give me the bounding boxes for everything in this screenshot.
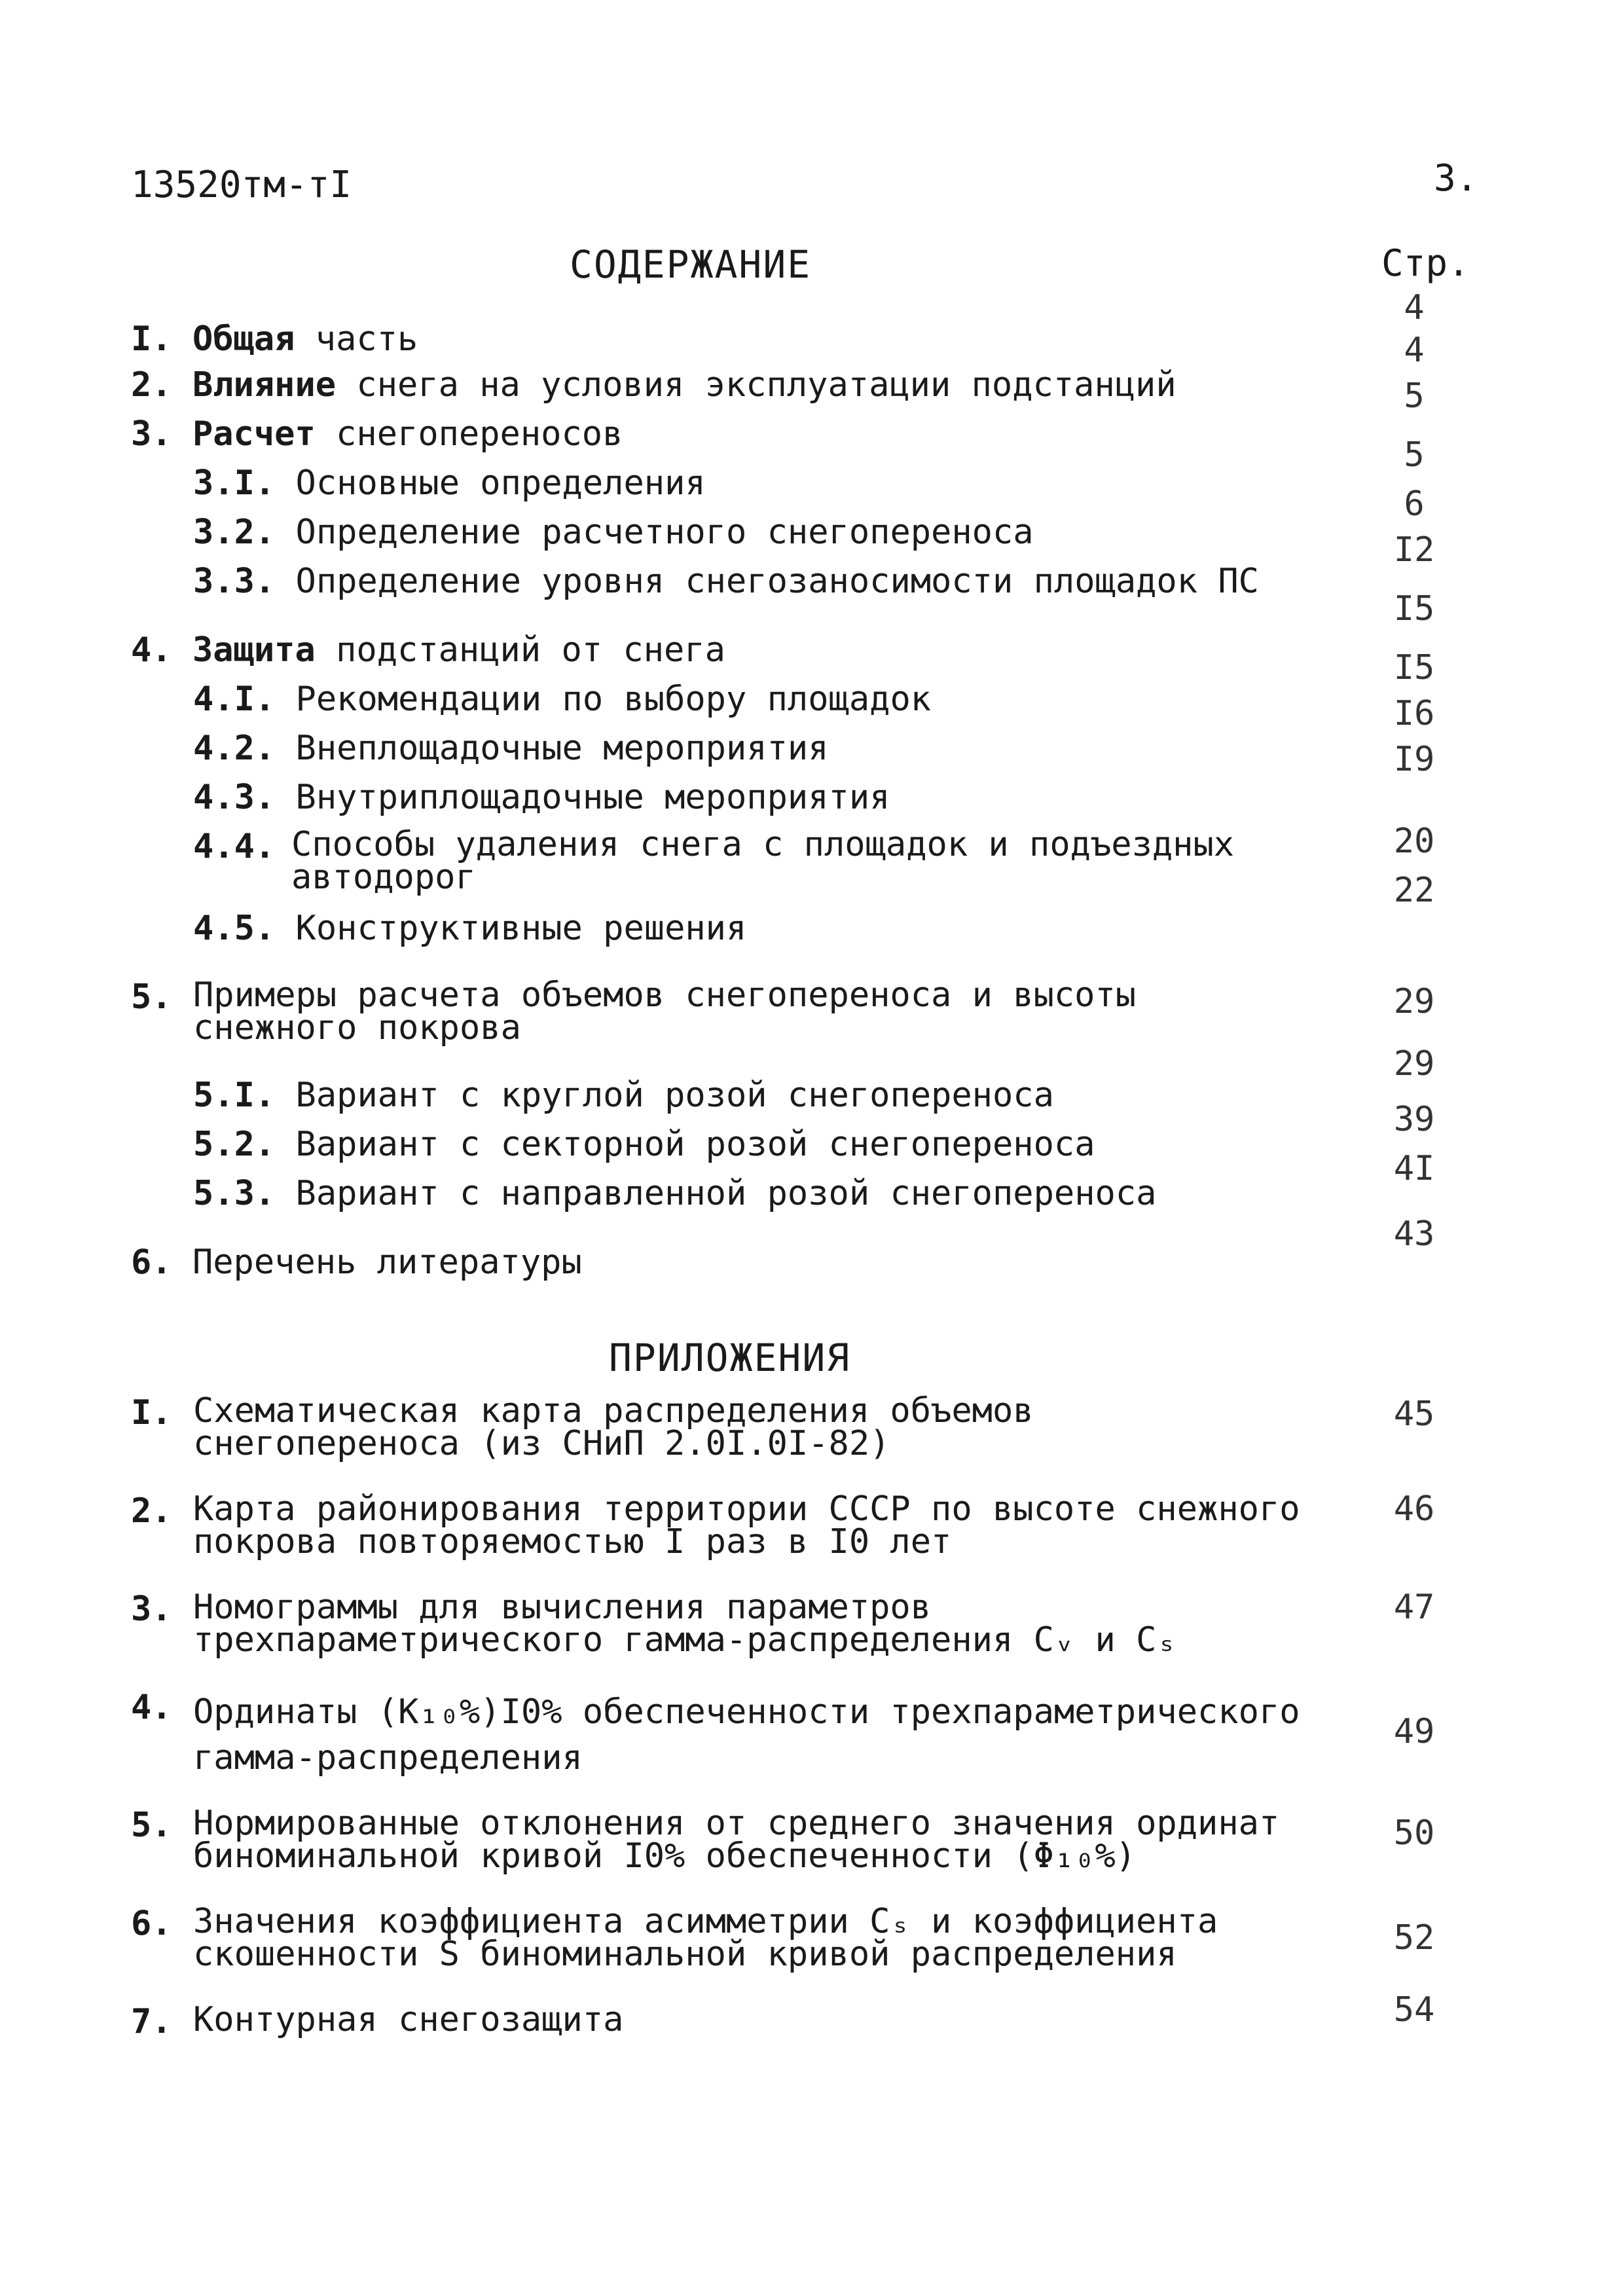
toc-entry-number: 2. <box>131 365 172 405</box>
appendix-entry-number: 4. <box>131 1688 172 1727</box>
appendices-title: ПРИЛОЖЕНИЯ <box>609 1336 851 1380</box>
appendix-entry-text: Нормированные отклонения от среднего значения ординат биноминальной кривой I0% обеспеченности (Φ₁₀%) <box>193 1804 1280 1876</box>
page-column-label: Стр. <box>1381 242 1470 285</box>
toc-page-number: 22 <box>1393 871 1435 910</box>
toc-entry-number: 4.2. <box>193 729 276 768</box>
appendix-entry <box>131 1391 1319 1463</box>
toc-entry-text: Внутриплощадочные мероприятия <box>295 778 890 817</box>
toc-entry <box>193 779 890 816</box>
toc-entry <box>131 975 1306 1048</box>
toc-entry-lead: Защита <box>192 630 316 670</box>
toc-entry-number: 3.I. <box>193 464 276 503</box>
toc-entry-number: 3.2. <box>193 513 276 552</box>
toc-page-number: 43 <box>1393 1214 1435 1254</box>
appendix-entry-number: 3. <box>131 1590 172 1629</box>
document-code: 13520тм-тI <box>131 164 352 206</box>
toc-entry-text: Вариант с направленной розой снегопереноса <box>295 1174 1157 1213</box>
toc-entry-lead: Расчет <box>192 414 316 454</box>
toc-entry-text: Перечень литературы <box>192 1243 582 1282</box>
toc-entry <box>193 681 931 718</box>
toc-entry <box>131 1244 582 1281</box>
toc-entry-number: 3. <box>131 414 172 454</box>
toc-entry <box>131 321 418 357</box>
appendix-entry-text: Схематическая карта распределения объемов снегопереноса (из СНиП 2.0I.0I-82) <box>193 1391 1034 1463</box>
appendix-page-number: 54 <box>1393 1990 1435 2030</box>
toc-entry-number: 6. <box>131 1243 172 1282</box>
toc-entry <box>193 563 1259 600</box>
toc-entry-text: Конструктивные решения <box>295 909 747 948</box>
toc-entry <box>193 825 1319 897</box>
toc-entry-text: подстанций от снега <box>315 630 725 670</box>
appendix-entry-text: Карта районирования территории СССР по высоте снежного покрова повторяемостью I раз в I0 лет <box>193 1489 1300 1561</box>
toc-page-number: 29 <box>1393 1044 1435 1084</box>
toc-entry-number: I. <box>131 319 172 359</box>
page-number: 3. <box>1434 157 1478 200</box>
toc-entry-text: часть <box>295 319 418 359</box>
appendix-entry <box>131 2000 1319 2041</box>
appendix-page-number: 49 <box>1393 1712 1435 1751</box>
toc-entry <box>193 910 746 947</box>
toc-page-number: 20 <box>1393 822 1435 861</box>
appendix-entry-text: Контурная снегозащита <box>193 2000 624 2039</box>
toc-entry <box>131 632 725 668</box>
toc-page-number: I5 <box>1393 589 1435 629</box>
toc-entry-number: 4. <box>131 630 172 670</box>
toc-entry-number: 4.5. <box>193 909 276 948</box>
toc-entry-text: Вариант с круглой розой снегопереноса <box>295 1076 1054 1115</box>
toc-page-number: 39 <box>1393 1100 1435 1139</box>
toc-entry <box>193 1077 1054 1114</box>
toc-entry-text: снега на условия эксплуатации подстанций <box>336 365 1176 405</box>
toc-entry-lead: Общая <box>192 319 295 359</box>
toc-page-number: 4I <box>1393 1149 1435 1188</box>
appendix-entry <box>131 1689 1319 1781</box>
toc-page-number: 4 <box>1404 288 1425 327</box>
toc-entry-number: 5. <box>131 977 172 1017</box>
toc-entry-text: Внеплощадочные мероприятия <box>295 729 829 768</box>
appendix-entry <box>131 1489 1319 1561</box>
appendix-entry-text: Значения коэффициента асимметрии Cₛ и коэффициента скошенности S биноминальной кривой распределения <box>193 1902 1218 1974</box>
toc-entry-number: 4.3. <box>193 778 276 817</box>
toc-entry <box>193 1175 1156 1212</box>
toc-page-number: 5 <box>1404 435 1425 475</box>
toc-entry-number: 4.I. <box>193 680 276 719</box>
toc-entry-text: снегопереносов <box>315 414 623 454</box>
toc-entry-text: Основные определения <box>295 464 706 503</box>
toc-entry <box>193 514 1034 551</box>
toc-page-number: 6 <box>1404 484 1425 524</box>
toc-page-number: 5 <box>1404 376 1425 416</box>
appendix-page-number: 47 <box>1393 1588 1435 1627</box>
toc-page-number: I2 <box>1393 530 1435 570</box>
appendix-page-number: 45 <box>1393 1394 1435 1434</box>
toc-entry-number: 4.4. <box>193 827 276 866</box>
contents-title: СОДЕРЖАНИЕ <box>570 242 812 287</box>
toc-entry <box>131 416 623 452</box>
appendix-entry-text: Ординаты (K₁₀%)I0% обеспеченности трехпараметрического гамма-распределения <box>193 1692 1300 1777</box>
appendix-entry-number: 5. <box>131 1806 172 1845</box>
toc-entry-lead: Влияние <box>192 365 337 405</box>
appendix-entry <box>131 1804 1319 1876</box>
appendix-entry-text: Номограммы для вычисления параметров трехпараметрического гамма-распределения Cᵥ и Cₛ <box>193 1588 1177 1660</box>
toc-page-number: 4 <box>1404 331 1425 370</box>
appendix-entry-number: I. <box>131 1393 172 1432</box>
appendix-entry-number: 6. <box>131 1904 172 1943</box>
toc-entry-text: Определение расчетного снегопереноса <box>295 513 1034 552</box>
toc-entry-number: 5.2. <box>193 1125 276 1164</box>
toc-entry <box>193 730 829 767</box>
appendix-entry <box>131 1588 1319 1660</box>
toc-entry-text: Примеры расчета объемов снегопереноса и высоты снежного покрова <box>193 975 1137 1048</box>
appendix-page-number: 46 <box>1393 1489 1435 1529</box>
appendix-entry <box>131 1902 1319 1974</box>
toc-page-number: I6 <box>1393 694 1435 733</box>
appendix-entry-number: 7. <box>131 2002 172 2041</box>
toc-entry <box>131 367 1176 403</box>
appendix-entry-number: 2. <box>131 1491 172 1531</box>
appendix-page-number: 52 <box>1393 1918 1435 1958</box>
toc-entry-number: 5.I. <box>193 1076 276 1115</box>
toc-entry-text: Вариант с секторной розой снегопереноса <box>295 1125 1095 1164</box>
toc-entry-number: 3.3. <box>193 562 276 601</box>
toc-entry-text: Способы удаления снега с площадок и подъездных автодорог <box>291 825 1235 897</box>
toc-page-number: I5 <box>1393 648 1435 687</box>
toc-entry <box>193 1126 1095 1163</box>
toc-entry <box>193 465 706 501</box>
toc-entry-text: Рекомендации по выбору площадок <box>295 680 932 719</box>
toc-entry-text: Определение уровня снегозаносимости площадок ПС <box>295 562 1259 601</box>
toc-page-number: 29 <box>1393 982 1435 1021</box>
appendix-page-number: 50 <box>1393 1813 1435 1853</box>
toc-entry-number: 5.3. <box>193 1174 276 1213</box>
toc-page-number: I9 <box>1393 740 1435 779</box>
